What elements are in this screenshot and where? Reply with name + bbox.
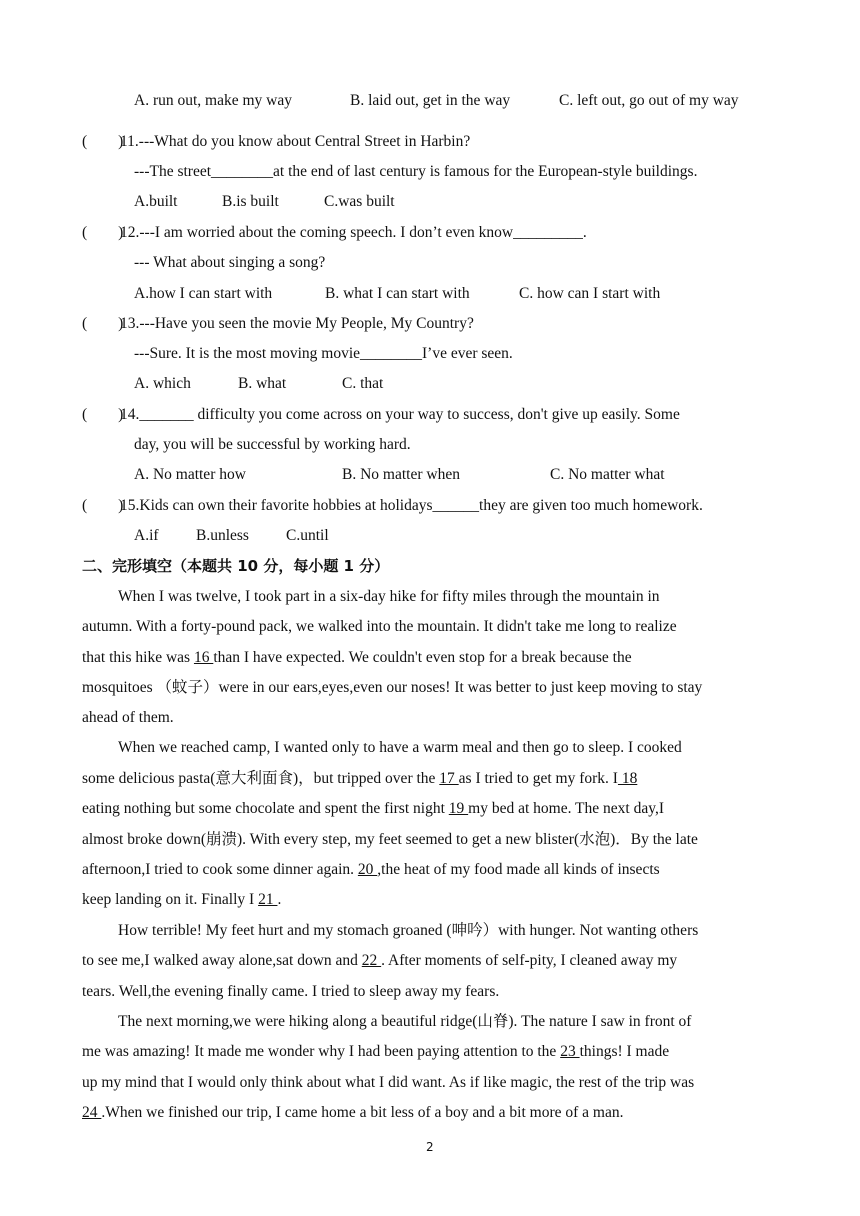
- q15-option-b: B.unless: [196, 527, 249, 544]
- q11-option-a: A.built: [134, 193, 178, 210]
- passage-line: mosquitoes （蚊子）were in our ears,eyes,even our noses! It was better to just keep moving to stay: [82, 679, 703, 696]
- section-heading-cloze: 二、完形填空（本题共 10 分，每小题 1 分）: [82, 557, 390, 575]
- q12-option-b: B. what I can start with: [325, 285, 470, 302]
- passage-line: [82, 951, 677, 971]
- q10-option-b: B. laid out, get in the way: [350, 92, 511, 109]
- q13-stem: 13.---Have you seen the movie My People, My Country?: [120, 315, 474, 332]
- passage-line: The next morning,we were hiking along a beautiful ridge(山脊). The nature I saw in front of: [118, 1013, 692, 1030]
- blank-20: 20: [357, 861, 378, 878]
- passage-text: eating nothing but some chocolate and spent the first night: [82, 800, 449, 817]
- passage-line: ahead of them.: [82, 709, 174, 726]
- q13-option-a: A. which: [134, 375, 191, 392]
- passage-text: .When we finished our trip, I came home a bit less of a boy and a bit more of a man.: [101, 1104, 624, 1121]
- passage-line: autumn. With a forty-pound pack, we walked into the mountain. It didn't take me long to realize: [82, 618, 677, 635]
- q14-answer-paren: ( ): [82, 406, 124, 423]
- passage-line: How terrible! My feet hurt and my stomach groaned (呻吟）with hunger. Not wanting others: [118, 922, 699, 939]
- passage-line: almost broke down(崩溃). With every step, my feet seemed to get a new blister(水泡)．By the late: [82, 831, 698, 848]
- passage-line: [82, 1042, 669, 1062]
- passage-text: afternoon,I tried to cook some dinner again.: [82, 861, 358, 878]
- q15-option-a: A.if: [134, 527, 159, 544]
- q10-option-a: A. run out, make my way: [134, 92, 292, 109]
- passage-line: When I was twelve, I took part in a six-day hike for fifty miles through the mountain in: [118, 588, 660, 605]
- q13-answer-paren: ( ): [82, 315, 124, 332]
- passage-text: .: [277, 891, 282, 908]
- passage-line: When we reached camp, I wanted only to have a warm meal and then go to sleep. I cooked: [118, 739, 682, 756]
- passage-line: tears. Well,the evening finally came. I tried to sleep away my fears.: [82, 983, 500, 1000]
- passage-text: keep landing on it. Finally I: [82, 891, 259, 908]
- passage-text: as I tried to get my fork. I: [458, 770, 618, 787]
- q12-line2: --- What about singing a song?: [134, 254, 326, 271]
- passage-text: ,the heat of my food made all kinds of insects: [377, 861, 660, 878]
- passage-text: my bed at home. The next day,I: [468, 800, 664, 817]
- q15-answer-paren: ( ): [82, 497, 124, 514]
- q15-option-c: C.until: [286, 527, 329, 544]
- page-number: 2: [426, 1140, 434, 1154]
- blank-16: 16: [193, 649, 214, 666]
- passage-text: that this hike was: [82, 649, 194, 666]
- passage-line: [82, 860, 660, 880]
- q12-stem: 12.---I am worried about the coming speech. I don’t even know_________.: [120, 224, 587, 241]
- blank-18: 18: [617, 770, 638, 787]
- passage-text: things! I made: [579, 1043, 670, 1060]
- q12-option-a: A.how I can start with: [134, 285, 273, 302]
- passage-line: [82, 648, 632, 668]
- q11-option-c: C.was built: [324, 193, 395, 210]
- blank-22: 22: [361, 952, 382, 969]
- passage-text: . After moments of self-pity, I cleaned away my: [381, 952, 678, 969]
- passage-line: [82, 769, 637, 789]
- blank-24: 24: [82, 1104, 102, 1121]
- q11-answer-paren: ( ): [82, 133, 124, 150]
- blank-23: 23: [560, 1043, 580, 1060]
- q11-stem: 11.---What do you know about Central Street in Harbin?: [120, 133, 471, 150]
- blank-21: 21: [258, 891, 278, 908]
- q14-option-b: B. No matter when: [342, 466, 460, 483]
- blank-17: 17: [439, 770, 459, 787]
- passage-text: me was amazing! It made me wonder why I had been paying attention to the: [82, 1043, 561, 1060]
- q12-answer-paren: ( ): [82, 224, 124, 241]
- passage-line: up my mind that I would only think about what I did want. As if like magic, the rest of the trip was: [82, 1074, 695, 1091]
- passage-text: some delicious pasta(意大利面食)，but tripped over the: [82, 770, 440, 787]
- passage-text: than I have expected. We couldn't even stop for a break because the: [213, 649, 632, 666]
- q14-option-a: A. No matter how: [134, 466, 246, 483]
- q13-option-b: B. what: [238, 375, 287, 392]
- passage-text: to see me,I walked away alone,sat down and: [82, 952, 362, 969]
- q11-line2: ---The street________at the end of last century is famous for the European-style buildings.: [134, 163, 698, 180]
- passage-line: [82, 1103, 623, 1123]
- q11-option-b: B.is built: [222, 193, 279, 210]
- q10-option-c: C. left out, go out of my way: [559, 92, 739, 109]
- passage-line: [82, 890, 281, 910]
- q14-line2: day, you will be successful by working hard.: [134, 436, 411, 453]
- q14-stem: 14._______ difficulty you come across on your way to success, don't give up easily. Some: [120, 406, 680, 423]
- passage-line: [82, 799, 664, 819]
- q13-line2: ---Sure. It is the most moving movie________I’ve ever seen.: [134, 345, 513, 362]
- q14-option-c: C. No matter what: [550, 466, 665, 483]
- blank-19: 19: [448, 800, 469, 817]
- q12-option-c: C. how can I start with: [519, 285, 661, 302]
- q13-option-c: C. that: [342, 375, 384, 392]
- q15-stem: 15.Kids can own their favorite hobbies at holidays______they are given too much homework.: [120, 497, 703, 514]
